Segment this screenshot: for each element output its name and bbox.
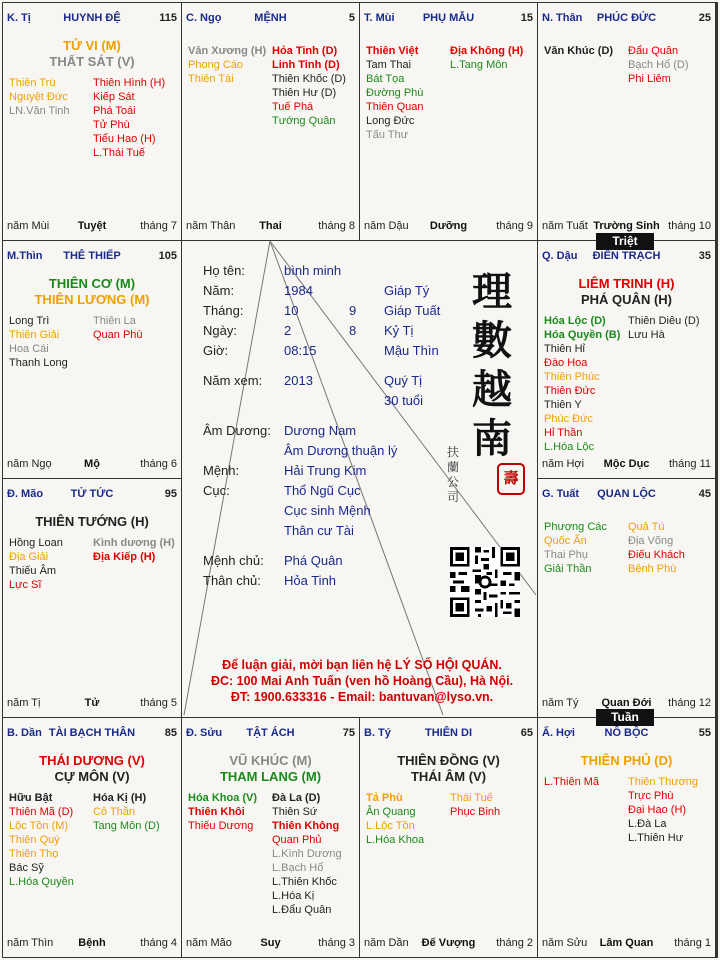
minor-star: Hồng Loan <box>9 537 63 549</box>
main-star: THIÊN CƠ (M) <box>48 276 136 291</box>
minor-star: Thiên Hình (H) <box>93 77 166 89</box>
palace-year: năm Ngọ <box>7 458 52 470</box>
minor-star: Phục Binh <box>450 806 501 818</box>
palace-stage: Mộc Dục <box>603 458 650 470</box>
minor-star: L.Đẩu Quân <box>272 904 332 916</box>
palace-number: 45 <box>698 488 711 500</box>
palace-branch: G. Tuất <box>542 488 580 500</box>
main-stars <box>3 514 181 530</box>
minor-star: Quả Tú <box>628 521 665 533</box>
stars-left <box>188 791 257 833</box>
minor-star: L.Thái Tuế <box>93 147 145 159</box>
minor-star: Đào Hoa <box>544 357 588 369</box>
palace-branch: B. Tý <box>364 727 391 739</box>
minor-star: L.Thiên Mã <box>544 776 600 788</box>
palace-stage: Quan Đới <box>601 697 652 709</box>
value-cuc-2: Cục sinh Mệnh <box>284 503 371 518</box>
value-hour: 08:15 <box>284 343 317 358</box>
value-month: 10 <box>284 303 299 318</box>
stars-left <box>544 44 613 58</box>
main-stars <box>3 276 181 308</box>
palace-header <box>186 727 355 743</box>
label-menh: Mệnh: <box>203 463 240 478</box>
palace-month: tháng 12 <box>668 697 711 709</box>
minor-star: L.Thiên Hư <box>628 832 684 844</box>
main-star: THIÊN TƯỚNG (H) <box>35 514 149 529</box>
palace-ngo[interactable] <box>181 2 360 241</box>
palace-hoi[interactable] <box>537 717 716 958</box>
label-view-year: Năm xem: <box>203 373 263 388</box>
palace-month: tháng 3 <box>318 937 355 949</box>
palace-number: 35 <box>698 250 711 262</box>
palace-number: 65 <box>520 727 533 739</box>
palace-footer <box>7 697 177 711</box>
main-stars <box>538 753 715 769</box>
palace-header <box>542 488 711 504</box>
minor-star: Địa Không (H) <box>450 45 524 57</box>
palace-year: năm Thân <box>186 220 236 232</box>
palace-branch: Q. Dậu <box>542 250 578 262</box>
minor-star: Bệnh Phù <box>628 563 677 575</box>
palace-footer <box>364 220 533 234</box>
label-year: Năm: <box>203 283 235 298</box>
main-stars <box>182 753 359 785</box>
minor-star: Thiên Khôi <box>188 806 245 818</box>
palace-number: 15 <box>520 12 533 24</box>
red-seal: 壽 <box>497 463 525 495</box>
minor-star: Đà La (D) <box>272 792 321 804</box>
minor-star: Thiếu Dương <box>188 820 254 832</box>
stars-right <box>93 76 165 160</box>
minor-star: Ân Quang <box>366 806 416 818</box>
palace-number: 75 <box>342 727 355 739</box>
minor-star: Thanh Long <box>9 357 68 369</box>
contact-line-3[interactable]: ĐT: 1900.633316 - Email: bantuvan@lyso.vn. <box>230 690 494 704</box>
palace-year: năm Tuất <box>542 220 588 232</box>
minor-star: Lưu Hà <box>628 329 665 341</box>
stars-left <box>366 791 424 847</box>
stars-right <box>450 791 500 819</box>
contact-line-1: Để luận giải, mời bạn liên hệ LÝ SỐ HỘI QUÁN. <box>222 658 502 672</box>
minor-star: Hữu Bật <box>9 792 53 804</box>
palace-header <box>7 12 177 28</box>
palace-title: NÔ BỘC <box>604 727 649 739</box>
palace-header <box>364 12 533 28</box>
palace-footer <box>7 458 177 472</box>
minor-star: L.Lộc Tồn <box>366 820 415 832</box>
palace-number: 5 <box>348 12 355 24</box>
palace-branch: T. Mùi <box>364 12 395 24</box>
palace-thin[interactable] <box>2 240 182 479</box>
palace-title: TẬT ÁCH <box>246 727 295 739</box>
palace-month: tháng 1 <box>674 937 711 949</box>
minor-star: Linh Tinh (D) <box>272 59 340 71</box>
minor-star: Thiếu Âm <box>9 565 57 577</box>
palace-stage: Đế Vượng <box>421 937 476 949</box>
palace-year: năm Mão <box>186 937 232 949</box>
palace-stage: Thai <box>259 220 282 232</box>
minor-star: Tả Phù <box>366 792 403 804</box>
minor-star: Long Đức <box>366 115 415 127</box>
palace-month: tháng 2 <box>496 937 533 949</box>
tuan-tag: Tuần <box>596 709 654 726</box>
main-star: PHÁ QUÂN (H) <box>581 292 672 307</box>
palace-month: tháng 6 <box>140 458 177 470</box>
palace-branch: Đ. Sửu <box>186 727 223 739</box>
value-than-chu: Hỏa Tinh <box>284 573 337 588</box>
minor-star: Thiên Trù <box>9 77 56 89</box>
minor-star: Hỏa Tinh (D) <box>272 45 338 57</box>
value-cuc-3: Thân cư Tài <box>284 523 354 538</box>
palace-year: năm Tý <box>542 697 579 709</box>
stars-right <box>628 775 698 845</box>
value-year: 1984 <box>284 283 313 298</box>
minor-star: Phúc Đức <box>544 413 593 425</box>
stars-right <box>272 44 346 128</box>
palace-header <box>186 12 355 28</box>
label-month: Tháng: <box>203 303 244 318</box>
palace-stage: Suy <box>260 937 281 949</box>
palace-branch: K. Tị <box>7 12 31 24</box>
minor-star: Đẩu Quân <box>628 45 679 57</box>
minor-star: Cô Thần <box>93 806 135 818</box>
value-cuc-1: Thổ Ngũ Cục <box>284 483 361 498</box>
palace-mui[interactable] <box>359 2 538 241</box>
palace-ty2[interactable] <box>359 717 538 958</box>
palace-stage: Bệnh <box>78 937 106 949</box>
value-day-can: Kỷ Tị <box>384 323 414 338</box>
main-star: THIÊN LƯƠNG (M) <box>34 292 150 307</box>
minor-star: Phong Cáo <box>188 59 244 71</box>
minor-star: Thiên Mã (D) <box>9 806 74 818</box>
palace-number: 115 <box>159 12 177 24</box>
palace-title: ĐIỀN TRẠCH <box>592 250 661 262</box>
minor-star: L.Bạch Hổ <box>272 862 324 874</box>
palace-title: PHỤ MẪU <box>422 12 475 24</box>
minor-star: Phi Liêm <box>628 73 671 85</box>
minor-star: Trực Phù <box>628 790 674 802</box>
palace-title: PHÚC ĐỨC <box>596 12 657 24</box>
value-month-lunar: 9 <box>349 303 357 318</box>
palace-suu[interactable] <box>181 717 360 958</box>
stars-left <box>544 775 599 789</box>
palace-stage: Tuyệt <box>77 220 107 232</box>
palace-header <box>7 250 177 266</box>
palace-footer <box>186 220 355 234</box>
minor-star: Văn Xương (H) <box>188 45 267 57</box>
stars-right <box>628 44 689 86</box>
palace-stage: Trường Sinh <box>593 220 660 232</box>
palace-number: 25 <box>698 12 711 24</box>
minor-star: Địa Võng <box>628 535 674 547</box>
main-star: TỬ VI (M) <box>63 38 121 53</box>
minor-star: L.Đà La <box>628 818 667 830</box>
minor-star: Hóa Quyền (B) <box>544 329 621 341</box>
main-star: THIÊN ĐỒNG (V) <box>397 753 500 768</box>
palace-branch: B. Dần <box>7 727 42 739</box>
main-star: CỰ MÔN (V) <box>54 769 130 784</box>
minor-star: Hóa Lộc (D) <box>544 315 606 327</box>
value-view-year: 2013 <box>284 373 313 388</box>
palace-header <box>364 727 533 743</box>
minor-star: Quan Phủ <box>272 834 322 846</box>
palace-stage: Tử <box>84 697 100 709</box>
palace-header <box>542 250 711 266</box>
palace-header <box>542 12 711 28</box>
contact-info <box>193 657 531 705</box>
minor-star: L.Kình Dương <box>272 848 342 860</box>
palace-branch: Ấ. Hợi <box>542 727 575 739</box>
minor-star: Thiên Hư (D) <box>272 87 337 99</box>
minor-star: Đường Phù <box>366 87 424 99</box>
palace-header <box>7 727 177 743</box>
stars-right <box>93 314 143 342</box>
value-hour-can: Mậu Thìn <box>384 343 439 358</box>
minor-star: L.Tang Môn <box>450 59 508 71</box>
minor-star: Tuế Phá <box>272 101 314 113</box>
minor-star: Hoa Cái <box>9 343 49 355</box>
palace-title: QUAN LỘC <box>597 488 656 500</box>
palace-ty[interactable] <box>2 2 182 241</box>
minor-star: Phượng Các <box>544 521 607 533</box>
minor-star: Thiên Y <box>544 399 582 411</box>
minor-star: Thiên Quý <box>9 834 60 846</box>
minor-star: L.Thiên Khốc <box>272 876 337 888</box>
stamp-text: 扶蘭公司 <box>447 445 460 504</box>
minor-star: Thiên Thọ <box>9 848 59 860</box>
minor-star: Thiên Khốc (D) <box>272 73 346 85</box>
value-day: 2 <box>284 323 292 338</box>
main-star: THÁI DƯƠNG (V) <box>39 753 145 768</box>
stars-right <box>93 536 175 564</box>
stars-left <box>188 44 266 86</box>
label-day: Ngày: <box>203 323 237 338</box>
palace-branch: N. Thân <box>542 12 583 24</box>
minor-star: Thiên Quan <box>366 101 424 113</box>
palace-footer <box>542 458 711 472</box>
minor-star: L.Hóa Khoa <box>366 834 425 846</box>
palace-number: 105 <box>158 250 177 262</box>
minor-star: Thai Phụ <box>544 549 589 561</box>
label-amduong: Âm Dương: <box>203 423 271 438</box>
minor-star: Bạch Hổ (D) <box>628 59 689 71</box>
minor-star: Hỉ Thần <box>544 427 583 439</box>
minor-star: Tam Thai <box>366 59 412 71</box>
palace-year: năm Hợi <box>542 458 585 470</box>
stars-right <box>93 791 160 833</box>
minor-star: Địa Kiếp (H) <box>93 551 156 563</box>
label-cuc: Cục: <box>203 483 230 498</box>
minor-star: Thiên Không <box>272 820 340 832</box>
palace-tuat[interactable] <box>537 478 716 718</box>
palace-title: TÀI BẠCH THÂN <box>48 727 136 739</box>
stars-left <box>544 520 607 576</box>
minor-star: Thiên Giải <box>9 329 60 341</box>
stars-left <box>366 44 423 142</box>
palace-than[interactable] <box>537 2 716 241</box>
minor-star: Thiên Thương <box>628 776 699 788</box>
stars-left <box>544 314 620 454</box>
main-stars <box>3 753 181 785</box>
minor-star: L.Hóa Quyền <box>9 876 74 888</box>
palace-mao[interactable] <box>2 478 182 718</box>
value-name: bình minh <box>284 263 342 278</box>
minor-star: Đại Hao (H) <box>628 804 687 816</box>
palace-number: 85 <box>164 727 177 739</box>
minor-star: Long Trì <box>9 315 50 327</box>
value-menh: Hải Trung Kim <box>284 463 367 478</box>
palace-month: tháng 11 <box>668 458 711 470</box>
minor-star: Thiên La <box>93 315 136 327</box>
minor-star: Tang Môn (D) <box>93 820 160 832</box>
minor-star: Thiên Việt <box>366 45 419 57</box>
minor-star: Thiên Phúc <box>544 371 600 383</box>
minor-star: Tử Phù <box>93 119 130 131</box>
palace-month: tháng 8 <box>318 220 355 232</box>
center-info-panel <box>181 239 537 716</box>
palace-branch: C. Ngọ <box>186 12 222 24</box>
minor-star: Thiên Sứ <box>272 806 318 818</box>
main-star: VŨ KHÚC (M) <box>229 753 312 768</box>
main-stars <box>3 38 181 70</box>
minor-star: Thiên Diêu (D) <box>628 315 700 327</box>
main-star: THẤT SÁT (V) <box>49 54 135 69</box>
value-age: 30 tuổi <box>384 393 424 408</box>
minor-star: Văn Khúc (D) <box>544 45 614 57</box>
minor-star: Lộc Tồn (M) <box>9 820 69 832</box>
palace-header <box>7 488 177 504</box>
triet-tag: Triệt <box>596 233 654 250</box>
label-name: Họ tên: <box>203 263 245 278</box>
value-year-can: Giáp Tý <box>384 283 430 298</box>
value-amduong-2: Âm Dương thuận lý <box>284 443 398 458</box>
minor-star: Địa Giải <box>9 551 49 563</box>
contact-line-2: ĐC: 100 Mai Anh Tuấn (ven hồ Hoàng Cầu), Hà Nội. <box>210 674 514 688</box>
palace-stage: Lâm Quan <box>599 937 654 949</box>
minor-star: Thiên Đức <box>544 385 596 397</box>
minor-star: Bác Sỹ <box>9 862 44 874</box>
stars-left <box>9 314 68 370</box>
calligraphy-logo: 理數越南 <box>472 268 512 462</box>
palace-year: năm Tị <box>7 697 41 709</box>
main-star: LIÊM TRINH (H) <box>578 276 675 291</box>
label-menh-chu: Mệnh chủ: <box>203 553 264 568</box>
minor-star: Quan Phù <box>93 329 143 341</box>
palace-title: HUYNH ĐỆ <box>63 12 121 24</box>
minor-star: Lực Sĩ <box>9 579 42 591</box>
minor-star: Kình dương (H) <box>93 537 175 549</box>
minor-star: LN.Văn Tinh <box>9 105 70 117</box>
palace-title: MỆNH <box>254 12 287 24</box>
palace-branch: M.Thìn <box>7 250 43 262</box>
minor-star: Bát Tọa <box>366 73 405 85</box>
minor-star: Nguyệt Đức <box>9 91 68 103</box>
palace-title: THÊ THIẾP <box>63 250 121 262</box>
palace-stage: Mộ <box>84 458 100 470</box>
minor-star: Kiếp Sát <box>93 91 135 103</box>
palace-footer <box>7 220 177 234</box>
palace-dau[interactable] <box>537 240 716 479</box>
palace-month: tháng 10 <box>668 220 711 232</box>
palace-footer <box>364 937 533 951</box>
stars-right <box>628 314 700 342</box>
main-stars <box>360 753 537 785</box>
palace-dan[interactable] <box>2 717 182 958</box>
minor-star: Phá Toái <box>93 105 136 117</box>
stars-right <box>450 44 523 72</box>
label-than-chu: Thân chủ: <box>203 573 261 588</box>
value-day-lunar: 8 <box>349 323 357 338</box>
minor-star: Hóa Kị (H) <box>93 792 147 804</box>
minor-star: Điếu Khách <box>628 549 685 561</box>
palace-title: TỬ TỨC <box>70 488 114 500</box>
minor-star: Giải Thần <box>544 563 592 575</box>
value-month-can: Giáp Tuất <box>384 303 441 318</box>
palace-month: tháng 4 <box>140 937 177 949</box>
main-star: THÁI ÂM (V) <box>410 769 487 784</box>
minor-star: Tiểu Hao (H) <box>93 133 156 145</box>
minor-star: Quốc Ấn <box>544 535 587 547</box>
stars-left <box>9 791 74 889</box>
stars-left <box>9 76 70 118</box>
palace-year: năm Dần <box>364 937 409 949</box>
palace-month: tháng 9 <box>496 220 533 232</box>
minor-star: Tấu Thư <box>366 129 409 141</box>
palace-footer <box>186 937 355 951</box>
value-menh-chu: Phá Quân <box>284 553 343 568</box>
palace-footer <box>7 937 177 951</box>
label-hour: Giờ: <box>203 343 229 358</box>
main-stars <box>538 276 715 308</box>
palace-branch: Đ. Mão <box>7 488 44 500</box>
palace-header <box>542 727 711 743</box>
palace-number: 55 <box>698 727 711 739</box>
stars-right <box>272 791 342 917</box>
stars-left <box>9 536 63 592</box>
minor-star: L.Hóa Kị <box>272 890 315 902</box>
stars-right <box>628 520 685 576</box>
main-star: THAM LANG (M) <box>219 769 322 784</box>
minor-star: Tướng Quân <box>272 115 336 127</box>
minor-star: Hóa Khoa (V) <box>188 792 258 804</box>
palace-year: năm Thìn <box>7 937 54 949</box>
value-view-can: Quý Tị <box>384 373 423 388</box>
minor-star: Thiên Tài <box>188 73 234 85</box>
palace-title: THIÊN DI <box>424 727 473 739</box>
palace-year: năm Mùi <box>7 220 50 232</box>
palace-month: tháng 7 <box>140 220 177 232</box>
palace-year: năm Dậu <box>364 220 409 232</box>
palace-stage: Dưỡng <box>429 220 468 232</box>
minor-star: Thiên Hỉ <box>544 343 585 355</box>
palace-number: 95 <box>164 488 177 500</box>
palace-month: tháng 5 <box>140 697 177 709</box>
minor-star: Thái Tuế <box>450 792 493 804</box>
palace-year: năm Sửu <box>542 937 588 949</box>
qr-code[interactable] <box>450 547 520 617</box>
minor-star: L.Hóa Lộc <box>544 441 595 453</box>
value-amduong-1: Dương Nam <box>284 423 357 438</box>
palace-footer <box>542 937 711 951</box>
palace-footer <box>542 220 711 234</box>
main-star: THIÊN PHỦ (D) <box>580 753 673 768</box>
